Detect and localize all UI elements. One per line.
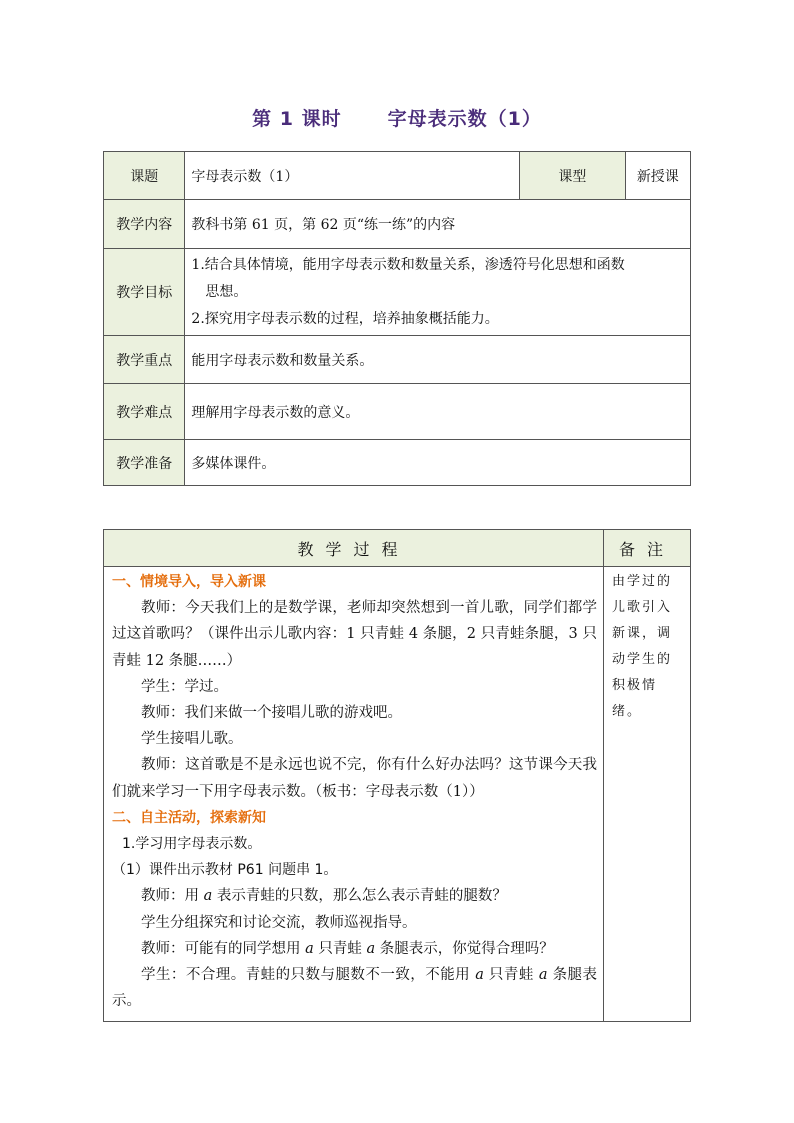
goals-cell — [185, 249, 691, 336]
paragraph: 学生：不合理。青蛙的只数与腿数不一致，不能用 a 只青蛙 a 条腿表示。 — [112, 967, 598, 1010]
paragraph: 教师：这首歌是不是永远也说不完，你有什么好办法吗？这节课今天我们就来学习一下用字母表示数。（板书：字母表示数（1）） — [112, 757, 597, 800]
paragraph: 学生分组探究和讨论交流，教师巡视指导。 — [141, 914, 417, 931]
type-label: 课型 — [520, 152, 626, 200]
difficulty-label: 教学难点 — [104, 384, 185, 440]
key-label: 教学重点 — [104, 336, 185, 384]
process-body — [104, 567, 604, 1022]
variable-a: a — [366, 940, 376, 957]
variable-a: a — [475, 967, 484, 984]
paragraph: 教师：可能有的同学想用 a 只青蛙 a 条腿表示，你觉得合理吗？ — [141, 940, 554, 957]
lesson-number: 第 1 课时 — [252, 108, 342, 130]
lesson-topic: 字母表示数（1） — [387, 108, 542, 130]
teaching-process-table — [103, 529, 691, 1022]
lesson-info-table — [103, 151, 691, 486]
section-heading: 一、情境导入，导入新课 — [112, 574, 266, 590]
section-heading: 二、自主活动，探索新知 — [112, 809, 266, 826]
note-cell — [604, 567, 691, 1022]
prep-label: 教学准备 — [104, 440, 185, 486]
note-header: 备注 — [604, 530, 691, 567]
variable-a: a — [203, 888, 213, 905]
prep-value: 多媒体课件。 — [185, 440, 691, 486]
paragraph: 教师：今天我们上的是数学课，老师却突然想到一首儿歌，同学们都学过这首歌吗？（课件出示儿歌内容：1 只青蛙 4 条腿，2 只青蛙条腿，3 只青蛙 12 条腿……） — [112, 600, 597, 669]
content-value: 教科书第 61 页，第 62 页“练一练”的内容 — [185, 200, 691, 249]
paragraph: 学生：学过。 — [141, 678, 228, 695]
page-title — [0, 104, 794, 131]
note-text: 由学过的儿歌引入新课，调动学生的积极情绪。 — [612, 574, 673, 719]
subject-value: 字母表示数（1） — [185, 152, 520, 200]
process-header: 教学过程 — [104, 530, 604, 567]
paragraph: 教师：用 a 表示青蛙的只数，那么怎么表示青蛙的腿数？ — [141, 888, 507, 905]
goal-line: 思想。 — [205, 283, 248, 300]
content-label: 教学内容 — [104, 200, 185, 249]
type-value: 新授课 — [625, 152, 690, 200]
paragraph: 教师：我们来做一个接唱儿歌的游戏吧。 — [141, 705, 402, 722]
difficulty-value: 理解用字母表示数的意义。 — [185, 384, 691, 440]
goal-line: 2.探究用字母表示数的过程，培养抽象概括能力。 — [191, 310, 499, 327]
variable-a: a — [538, 967, 548, 984]
variable-a: a — [305, 940, 314, 957]
key-value: 能用字母表示数和数量关系。 — [185, 336, 691, 384]
goal-line: 1.结合具体情境，能用字母表示数和数量关系，渗透符号化思想和函数 — [191, 256, 625, 273]
subject-label: 课题 — [104, 152, 185, 200]
goals-label: 教学目标 — [104, 249, 185, 336]
subheading: 1.学习用字母表示数。 — [122, 836, 262, 853]
subheading: （1）课件出示教材 P61 问题串 1。 — [112, 862, 338, 879]
paragraph: 学生接唱儿歌。 — [141, 731, 243, 748]
